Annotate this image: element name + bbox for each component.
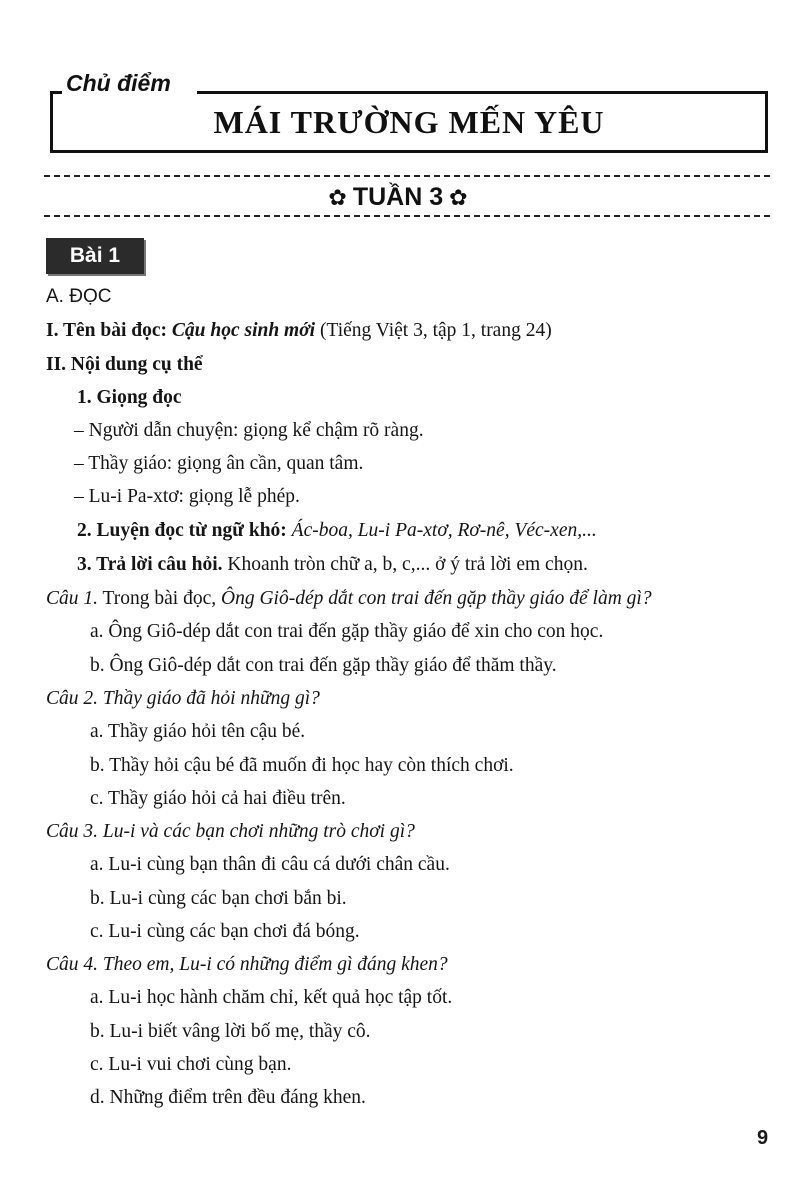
question-4: Câu 4. Theo em, Lu-i có những điểm gì đáng khen? <box>46 954 448 975</box>
answer-instruction-line <box>77 554 588 576</box>
divider-top <box>44 175 770 177</box>
lesson-badge: Bài 1 <box>46 238 144 274</box>
content-heading: II. Nội dung cụ thể <box>46 354 203 375</box>
answer-instruction: Khoanh tròn chữ a, b, c,... ở ý trả lời em chọn. <box>227 554 588 575</box>
answer-option: b. Thầy hỏi cậu bé đã muốn đi học hay còn thích chơi. <box>90 755 514 776</box>
voice-heading: 1. Giọng đọc <box>77 387 182 408</box>
answer-option: a. Lu-i cùng bạn thân đi câu cá dưới chân cầu. <box>90 854 450 875</box>
answer-option: a. Thầy giáo hỏi tên cậu bé. <box>90 721 306 742</box>
reading-title-line <box>46 320 552 342</box>
question-text-italic: Ông Giô-dép dắt con trai đến gặp thầy giáo để làm gì? <box>221 588 652 609</box>
question-3: Câu 3. Lu-i và các bạn chơi những trò chơi gì? <box>46 821 415 842</box>
section-a-heading: A. ĐỌC <box>46 286 112 307</box>
question-text-plain: Trong bài đọc, <box>102 588 217 609</box>
answer-option: a. Ông Giô-dép dắt con trai đến gặp thầy giáo để xin cho con học. <box>90 621 604 642</box>
answer-option: b. Ông Giô-dép dắt con trai đến gặp thầy giáo để thăm thầy. <box>90 655 557 676</box>
practice-line <box>77 520 597 542</box>
reading-source: (Tiếng Việt 3, tập 1, trang 24) <box>319 320 552 341</box>
page-number: 9 <box>757 1127 769 1149</box>
reading-title: Cậu học sinh mới <box>171 320 316 341</box>
voice-item: – Lu-i Pa-xtơ: giọng lễ phép. <box>74 486 300 507</box>
answer-label: 3. Trả lời câu hỏi. <box>77 554 223 575</box>
question-label: Câu 1. <box>46 588 99 609</box>
practice-label: 2. Luyện đọc từ ngữ khó: <box>77 520 287 541</box>
reading-title-label: I. Tên bài đọc: <box>46 320 167 341</box>
answer-option: b. Lu-i cùng các bạn chơi bắn bi. <box>90 888 347 909</box>
topic-title: MÁI TRƯỜNG MẾN YÊU <box>213 104 605 140</box>
week-heading <box>0 183 796 212</box>
flower-icon: ✿ <box>449 185 468 210</box>
answer-option: d. Những điểm trên đều đáng khen. <box>90 1087 366 1108</box>
topic-label: Chủ điểm <box>66 70 171 96</box>
answer-option: c. Lu-i cùng các bạn chơi đá bóng. <box>90 921 360 942</box>
answer-option: a. Lu-i học hành chăm chỉ, kết quả học tập tốt. <box>90 987 453 1008</box>
answer-option: c. Thầy giáo hỏi cả hai điều trên. <box>90 788 346 809</box>
answer-option: b. Lu-i biết vâng lời bố mẹ, thầy cô. <box>90 1021 371 1042</box>
practice-words: Ác-boa, Lu-i Pa-xtơ, Rơ-nê, Véc-xen,... <box>291 520 597 541</box>
voice-item: – Người dẫn chuyện: giọng kể chậm rõ ràng. <box>74 420 424 441</box>
question-2: Câu 2. Thầy giáo đã hỏi những gì? <box>46 688 320 709</box>
voice-item: – Thầy giáo: giọng ân cần, quan tâm. <box>74 453 364 474</box>
question-1 <box>46 588 652 610</box>
divider-bottom <box>44 215 770 217</box>
answer-option: c. Lu-i vui chơi cùng bạn. <box>90 1054 292 1075</box>
flower-icon: ✿ <box>328 185 347 210</box>
week-label: TUẦN 3 <box>352 183 444 211</box>
